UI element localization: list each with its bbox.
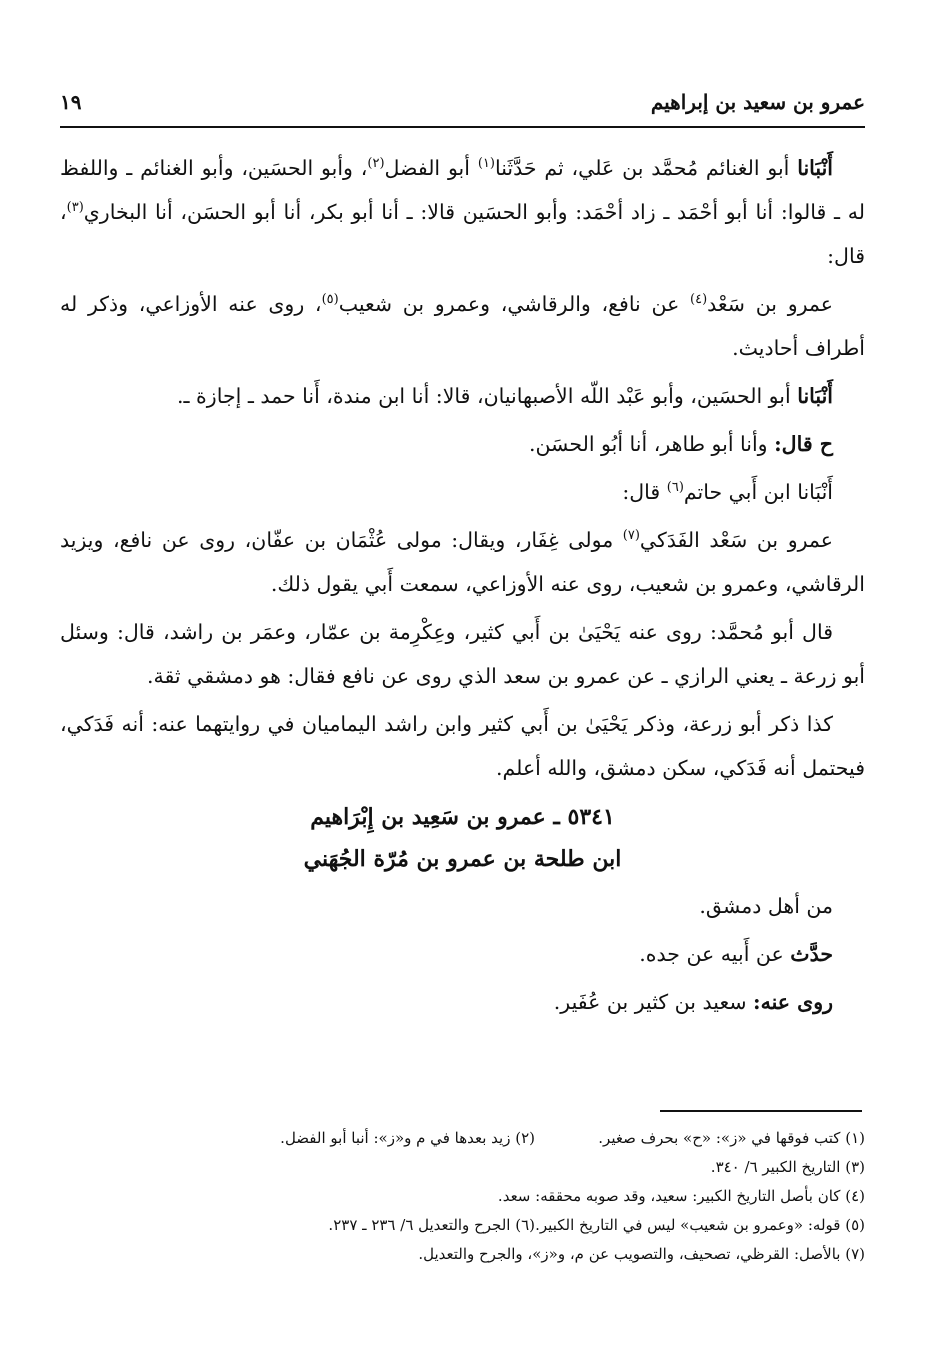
paragraph-text: كذا ذكر أبو زرعة، وذكر يَحْيَىٰ بن أَبي كثير وابن راشد اليماميان في روايتهما عنه: أنه فَدَكي، فيحتمل أنه فَدَكي، سكن دمشق، والله أعلم. xyxy=(60,712,865,780)
paragraph-text: مولى غِفَار، ويقال: مولى عُثْمَان بن عفّان، روى عن نافع، ويزيد الرقاشي، وعمرو بن شعيب، روى عنه الأوزاعي، سمعت أَبي يقول ذلك. xyxy=(60,528,865,596)
paragraph-2 xyxy=(60,282,865,370)
paragraph-5 xyxy=(60,470,865,514)
footnote-ref: (٥) xyxy=(321,292,339,308)
footnotes xyxy=(60,1124,865,1269)
paragraph-lead: ح قال: xyxy=(774,432,833,456)
paragraph-lead: حدَّث xyxy=(790,942,833,966)
footnote-3: (٣) التاريخ الكبير ٦/ ٣٤٠. xyxy=(710,1158,865,1176)
entry-heading-line: ابن طلحة بن عمرو بن مُرّة الجُهَني xyxy=(303,846,622,872)
paragraph-3 xyxy=(60,374,865,418)
footnote-ref: (٢) xyxy=(367,156,385,172)
paragraph-6 xyxy=(60,518,865,606)
paragraph-4 xyxy=(60,422,865,466)
paragraph-7 xyxy=(60,610,865,698)
footnote-5: (٥) قوله: «وعمرو بن شعيب» ليس في التاريخ الكبير. xyxy=(535,1216,865,1234)
paragraph-text: ، روى عنه الأوزاعي، وذكر له أطراف أحاديث. xyxy=(60,292,865,360)
paragraph-text: ، قال: xyxy=(60,200,865,268)
footnote-6: (٦) الجرح والتعديل ٦/ ٢٣٦ ـ ٢٣٧. xyxy=(328,1216,535,1234)
footnote-ref: (٤) xyxy=(690,292,708,308)
paragraph-text: وأنا أبو طاهر، أنا أبُو الحسَن. xyxy=(528,432,775,456)
entry-heading-line: ٥٣٤١ ـ عمرو بن سَعِيد بن إِبْرَاهيم xyxy=(310,804,615,830)
paragraph-1 xyxy=(60,146,865,278)
paragraph-text: أبو الفضل xyxy=(384,156,478,180)
paragraph-text: أبو الحسَين، وأبو عَبْد اللّه الأصبهانيان، قالا: أنا ابن مندة، أَنا حمد ـ إجازة ـ. xyxy=(177,384,798,408)
paragraph-text: أَنْبَانا ابن أَبي حاتم xyxy=(683,480,833,504)
footnote-ref: (٧) xyxy=(622,528,640,544)
footnote-7: (٧) بالأصل: القرظي، تصحيف، والتصويب عن م، و«ز»، والجرح والتعديل. xyxy=(418,1245,865,1263)
entry-narrated xyxy=(60,932,865,976)
footnote-ref: (١) xyxy=(477,156,495,172)
paragraph-text: قال أبو مُحمَّد: روى عنه يَحْيَىٰ بن أَبي كثير، وعِكْرِمة بن عمّار، وعمَر بن راشد، قال: وسئل أبو زرعة ـ يعني الرازي ـ عن عمرو بن سعد الذي روى عن نافع فقال: هو دمشقي ثقة. xyxy=(60,620,865,688)
footnote-ref: (٣) xyxy=(66,200,84,216)
footnote-1: (١) كتب فوقها في «ز»: «ح» بحرف صغير. xyxy=(598,1129,865,1147)
paragraph-text: عن نافع، والرقاشي، وعمرو بن شعيب xyxy=(338,292,691,316)
paragraph-lead: أَنْبَانا xyxy=(797,156,833,180)
paragraph-text: من أهل دمشق. xyxy=(699,894,833,918)
paragraph-text: ، وأبو الحسَين، وأبو الغنائم ـ واللفظ له ـ قالوا: أنا أبو أحْمَد ـ زاد أحْمَد: وأبو الحسَين قالا: ـ أنا أبو بكر، أنا أبو الحسَن، أنا البخاري xyxy=(60,156,865,224)
paragraph-lead: روى عنه: xyxy=(753,990,833,1014)
page-number: ١٩ xyxy=(60,90,82,114)
main-text xyxy=(60,146,865,1028)
footnote-row xyxy=(60,1124,865,1153)
paragraph-text: عمرو بن سَعْد xyxy=(707,292,833,316)
entry-origin xyxy=(60,884,865,928)
paragraph-text: عمرو بن سَعْد الفَدَكي xyxy=(639,528,834,552)
paragraph-text: سعيد بن كثير بن عُفَير. xyxy=(553,990,754,1014)
paragraph-text: عن أَبيه عن جده. xyxy=(639,942,791,966)
footnote-divider xyxy=(660,1110,862,1112)
footnote-4: (٤) كان بأصل التاريخ الكبير: سعيد، وقد صوبه محققه: سعد. xyxy=(497,1187,865,1205)
paragraph-text: أبو الغنائم مُحمَّد بن عَلي، ثم حَدَّثَنا xyxy=(494,156,798,180)
entry-heading xyxy=(60,796,865,880)
footnote-row xyxy=(60,1211,865,1240)
entry-narrators xyxy=(60,980,865,1024)
paragraph-lead: أَنْبَانا xyxy=(797,384,833,408)
page-header xyxy=(60,86,865,128)
paragraph-8 xyxy=(60,702,865,790)
running-title: عمرو بن سعيد بن إبراهيم xyxy=(650,90,865,114)
footnote-ref: (٦) xyxy=(666,480,684,496)
paragraph-text: قال: xyxy=(622,480,667,504)
footnote-2: (٢) زيد بعدها في م و«ز»: أنبا أبو الفضل. xyxy=(280,1129,535,1147)
